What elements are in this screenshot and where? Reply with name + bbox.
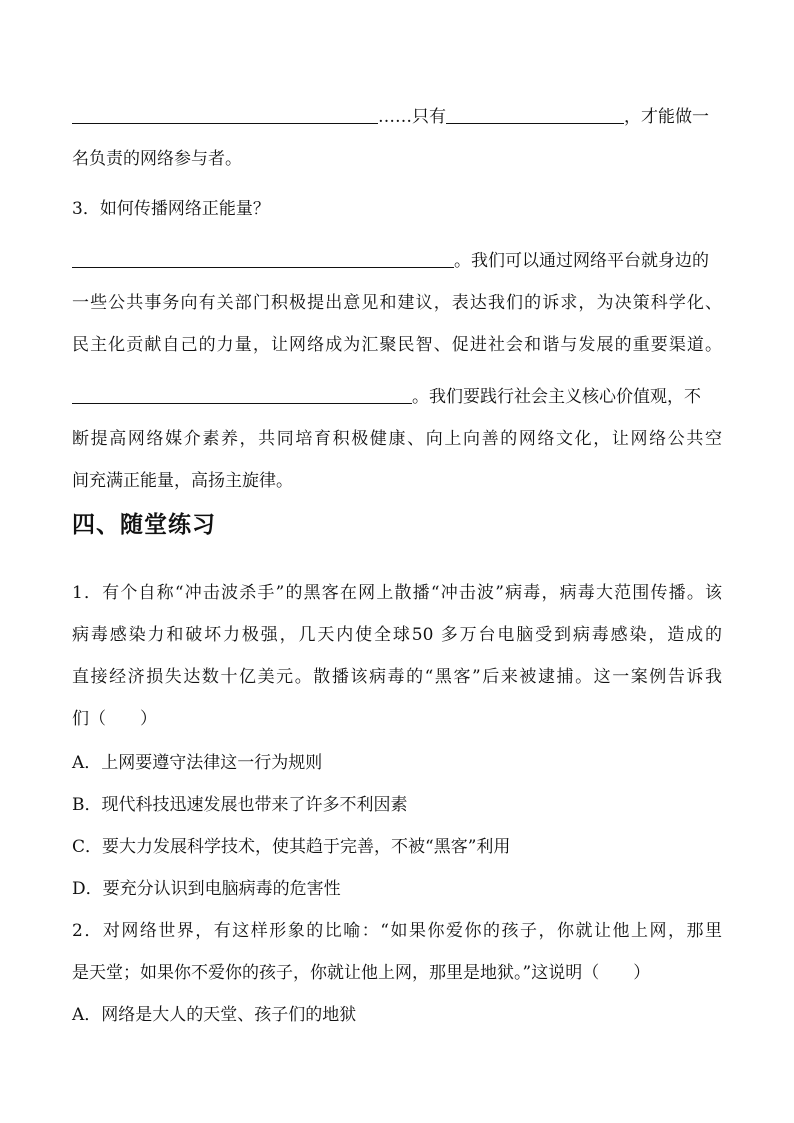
text-fragment: ）	[140, 709, 157, 729]
question-2-line	[72, 960, 722, 986]
answer-blank[interactable]	[72, 249, 454, 268]
text-line: 间充满正能量，高扬主旋律。	[72, 471, 293, 491]
section-heading: 四、随堂练习	[72, 512, 216, 538]
text-fragment: 。我们要践行社会主义核心价值观，不	[412, 387, 701, 407]
question-1-line	[72, 706, 722, 732]
answer-blank[interactable]	[72, 385, 412, 404]
text-line: 断提高网络媒介素养，共同培育积极健康、向上向善的网络文化，让网络公共空	[72, 429, 722, 449]
answer-blank[interactable]	[72, 105, 378, 124]
answer-blank[interactable]	[446, 105, 624, 124]
fill-blank-line-2	[72, 248, 722, 274]
option-b[interactable]: B．现代科技迅速发展也带来了许多不利因素	[72, 795, 408, 815]
text-line: 名负责的网络参与者。	[72, 149, 242, 169]
text-line: 民主化贡献自己的力量，让网络成为汇聚民智、促进社会和谐与发展的重要渠道。	[72, 335, 722, 355]
question-3: 3．如何传播网络正能量？	[72, 199, 270, 219]
text-fragment: 。我们可以通过网络平台就身边的	[454, 251, 709, 271]
question-2-line: 2．对网络世界，有这样形象的比喻：“如果你爱你的孩子，你就让他上网，那里	[72, 921, 722, 941]
text-fragment: 们（	[72, 709, 106, 729]
option-c[interactable]: C．要大力发展科学技术，使其趋于完善，不被“黑客”利用	[72, 837, 511, 857]
question-1-line: 直接经济损失达数十亿美元。散播该病毒的“黑客”后来被逮捕。这一案例告诉我	[72, 667, 722, 687]
question-1-line: 病毒感染力和破坏力极强，几天内使全球50 多万台电脑受到病毒感染，造成的	[72, 625, 722, 645]
text-fragment: ……只有	[378, 107, 446, 127]
question-1-line: 1．有个自称“冲击波杀手”的黑客在网上散播“冲击波”病毒，病毒大范围传播。该	[72, 583, 722, 603]
text-line: 一些公共事务向有关部门积极提出意见和建议，表达我们的诉求，为决策科学化、	[72, 293, 722, 313]
text-fragment: ）	[633, 963, 651, 983]
text-fragment: 是天堂；如果你不爱你的孩子，你就让他上网，那里是地狱。”这说明（	[72, 963, 600, 983]
fill-blank-line-1	[72, 104, 722, 130]
option-a[interactable]: A．上网要遵守法律这一行为规则	[72, 753, 323, 773]
option-d[interactable]: D．要充分认识到电脑病毒的危害性	[72, 879, 341, 899]
option-a[interactable]: A．网络是大人的天堂、孩子们的地狱	[72, 1005, 357, 1025]
text-fragment: ，才能做一	[624, 107, 709, 127]
fill-blank-line-3	[72, 384, 722, 410]
